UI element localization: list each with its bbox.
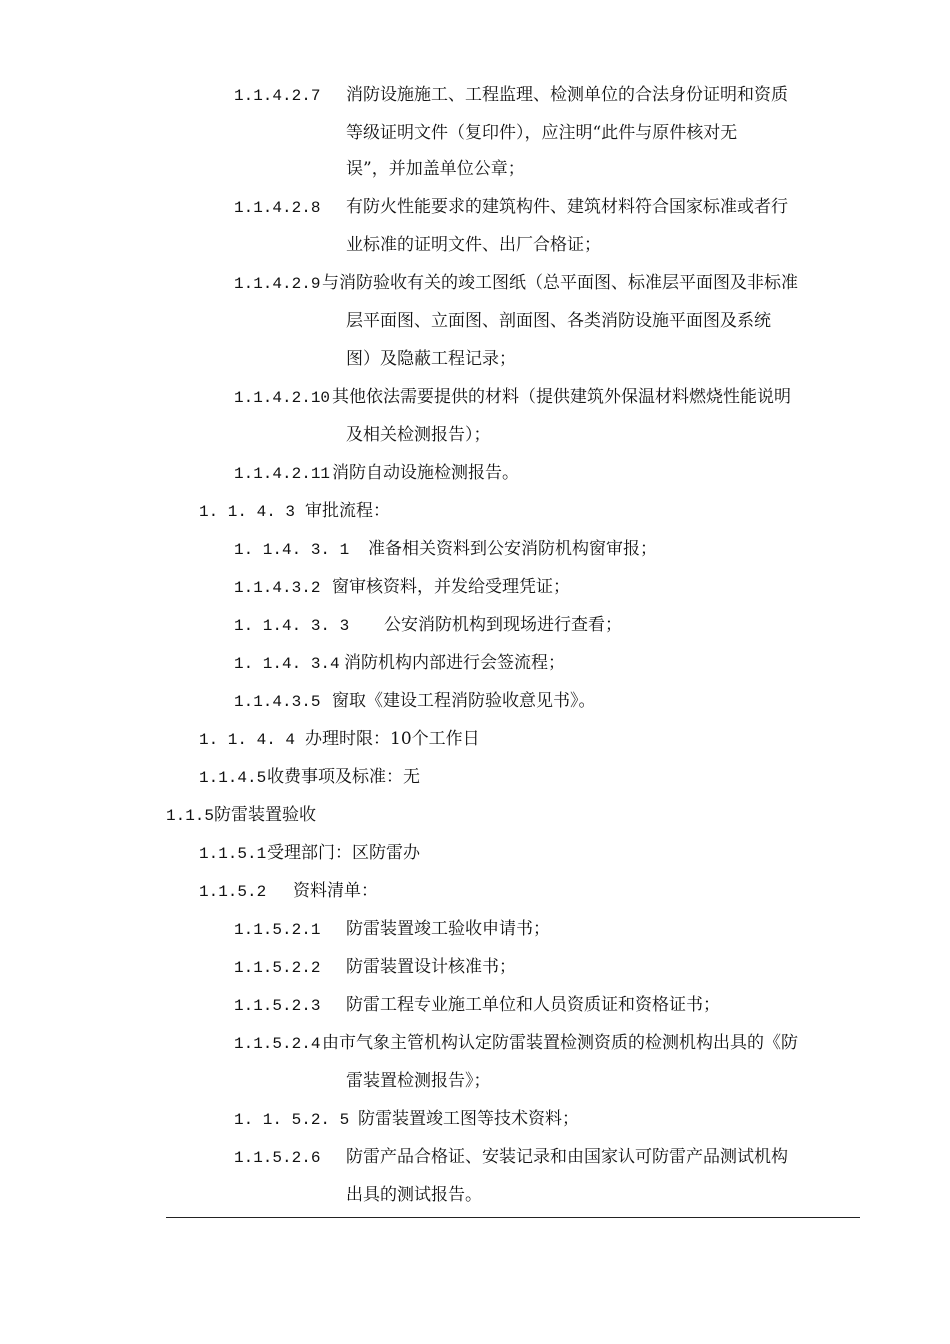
item-number: 1.1.4.2.9 — [234, 275, 321, 293]
footer-divider — [166, 1217, 860, 1218]
item-number: 1.1.5.1 — [199, 845, 267, 863]
list-item-continuation — [346, 158, 525, 180]
list-item — [234, 84, 788, 107]
item-text: 防雷工程专业施工单位和人员资质证和资格证书； — [346, 995, 720, 1015]
item-text: 防雷产品合格证、安装记录和由国家认可防雷产品测试机构 — [346, 1147, 788, 1167]
item-text: 其他依法需要提供的材料（提供建筑外保温材料燃烧性能说明 — [332, 387, 791, 407]
list-item — [199, 500, 390, 523]
item-text: 受理部门：区防雷办 — [267, 843, 420, 863]
list-item-continuation — [346, 122, 737, 144]
list-item — [234, 196, 788, 219]
list-item-continuation — [346, 424, 491, 446]
list-item — [234, 614, 622, 637]
list-item — [234, 956, 516, 979]
list-item — [199, 766, 420, 789]
item-number: 1.1.5.2.4 — [234, 1035, 321, 1053]
item-number: 1.1.4.5 — [199, 769, 267, 787]
item-number: 1.1.4.3.2 — [234, 579, 321, 597]
item-number: 1.1.5.2.1 — [234, 921, 321, 939]
item-text: 及相关检测报告）； — [346, 425, 491, 445]
section-heading — [166, 804, 316, 827]
item-text: 防雷装置设计核准书； — [346, 957, 516, 977]
item-text: 防雷装置验收 — [214, 805, 316, 825]
item-text: 窗审核资料，并发给受理凭证； — [332, 577, 570, 597]
item-text: 公安消防机构到现场进行查看； — [384, 615, 622, 635]
item-text: 出具的测试报告。 — [346, 1185, 482, 1205]
item-text: 图）及隐蔽工程记录； — [346, 349, 516, 369]
item-text: 办理时限：10个工作日 — [305, 729, 480, 749]
item-text: 防雷装置竣工图等技术资料； — [358, 1109, 579, 1129]
item-number: 1. 1. 4. 3 — [199, 503, 296, 521]
list-item — [234, 386, 791, 409]
item-text: 业标准的证明文件、出厂合格证； — [346, 235, 601, 255]
item-number: 1. 1.4. 3.4 — [234, 655, 340, 673]
item-number: 1.1.5 — [166, 807, 215, 825]
list-item — [234, 690, 596, 713]
list-item — [234, 272, 798, 295]
item-text: 防雷装置竣工验收申请书； — [346, 919, 550, 939]
item-text: 有防火性能要求的建筑构件、建筑材料符合国家标准或者行 — [346, 197, 788, 217]
item-number: 1.1.4.2.7 — [234, 87, 321, 105]
list-item — [234, 994, 720, 1017]
item-text: 审批流程： — [305, 501, 390, 521]
list-item — [234, 918, 550, 941]
list-item-continuation — [346, 348, 516, 370]
list-item — [199, 880, 378, 903]
list-item — [234, 576, 570, 599]
item-number: 1.1.5.2.2 — [234, 959, 321, 977]
list-item — [199, 842, 420, 865]
item-number: 1. 1. 5.2. 5 — [234, 1111, 350, 1129]
item-number: 1. 1.4. 3. 3 — [234, 617, 350, 635]
item-text: 消防自动设施检测报告。 — [332, 463, 519, 483]
list-item — [234, 462, 519, 485]
item-text: 消防设施施工、工程监理、检测单位的合法身份证明和资质 — [346, 85, 788, 105]
item-number: 1.1.5.2.6 — [234, 1149, 321, 1167]
list-item — [234, 1108, 579, 1131]
item-text: 资料清单： — [293, 881, 378, 901]
item-text: 消防机构内部进行会签流程； — [344, 653, 565, 673]
item-text: 由市气象主管机构认定防雷装置检测资质的检测机构出具的《防 — [322, 1033, 798, 1053]
list-item — [234, 1032, 798, 1055]
list-item — [234, 652, 565, 675]
list-item — [234, 538, 657, 561]
item-text: 误”，并加盖单位公章； — [346, 159, 525, 179]
item-text: 层平面图、立面图、剖面图、各类消防设施平面图及系统 — [346, 311, 771, 331]
list-item — [234, 1146, 788, 1169]
list-item-continuation — [346, 310, 771, 332]
item-number: 1.1.4.2.10 — [234, 389, 331, 407]
item-number: 1.1.5.2 — [199, 883, 267, 901]
list-item-continuation — [346, 1184, 482, 1206]
item-text: 准备相关资料到公安消防机构窗审报； — [368, 539, 657, 559]
list-item-continuation — [346, 234, 601, 256]
item-number: 1. 1. 4. 4 — [199, 731, 296, 749]
item-number: 1.1.4.2.11 — [234, 465, 331, 483]
list-item — [199, 728, 480, 751]
item-number: 1.1.5.2.3 — [234, 997, 321, 1015]
list-item-continuation — [346, 1070, 491, 1092]
item-number: 1. 1.4. 3. 1 — [234, 541, 350, 559]
item-text: 等级证明文件（复印件），应注明“此件与原件核对无 — [346, 123, 738, 143]
item-text: 收费事项及标准：无 — [267, 767, 420, 787]
item-text: 雷装置检测报告》； — [346, 1071, 491, 1091]
item-number: 1.1.4.2.8 — [234, 199, 321, 217]
item-text: 与消防验收有关的竣工图纸（总平面图、标准层平面图及非标准 — [322, 273, 798, 293]
item-text: 窗取《建设工程消防验收意见书》。 — [332, 691, 596, 711]
item-number: 1.1.4.3.5 — [234, 693, 321, 711]
